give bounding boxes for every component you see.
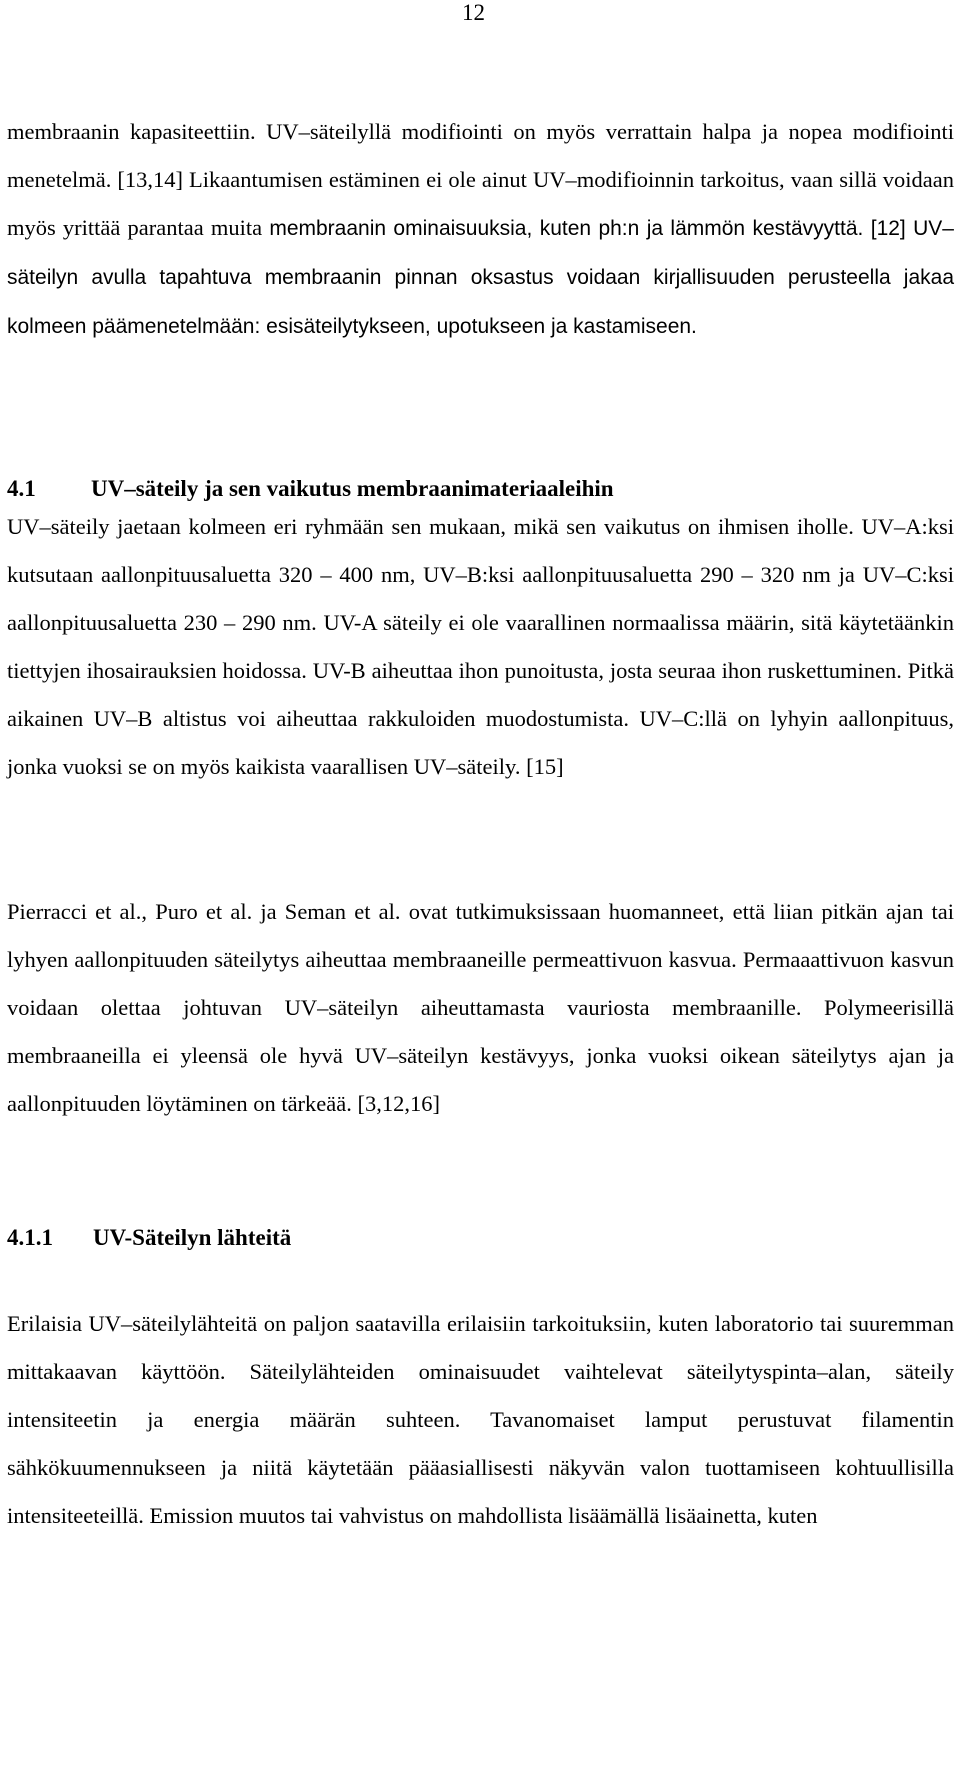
paragraph-research — [7, 888, 954, 1128]
paragraph-uv-types-text: UV–säteily jaetaan kolmeen eri ryhmään sen mukaan, mikä sen vaikutus on ihmisen iholle. UV–A:ksi kutsutaan aallonpituusaluetta 320 – 400 nm, UV–B:ksi aallonpituusaluetta 290 – 320 nm ja UV–C:ksi aallonpituusaluetta 230 – 290 nm. UV-A säteily ei ole vaarallinen normaalissa määrin, sitä käytetäänkin tiettyjen ihosairauksien hoidossa. UV-B aiheuttaa ihon punoitusta, josta seuraa ihon ruskettuminen. Pitkä aikainen UV–B altistus voi aiheuttaa rakkuloiden muodostumista. UV–C:llä on lyhyin aallonpituus, jonka vuoksi se on myös kaikista vaarallisen UV–säteily. [15] — [7, 514, 954, 779]
page-number: 12 — [462, 0, 485, 25]
subsection-number: 4.1.1 — [7, 1225, 53, 1250]
paragraph-intro-serif-text: membraanin kapasiteettiin. UV–säteilyllä modifiointi on myös verrattain halpa ja nopea modifiointi menetelmä. [13,14] Likaantumisen estäminen ei ole ainut UV–modifioinnin tarkoitus, vaan sillä voidaan myös yrittää parantaa muita — [7, 119, 954, 240]
subsection-heading-4-1-1 — [7, 1218, 291, 1258]
section-title: UV–säteily ja sen vaikutus membraanimateriaaleihin — [91, 476, 614, 501]
subsection-title: UV-Säteilyn lähteitä — [93, 1225, 292, 1250]
paragraph-uv-sources — [7, 1300, 954, 1540]
paragraph-uv-types — [7, 503, 954, 791]
paragraph-intro-text — [7, 108, 954, 351]
paragraph-intro — [7, 108, 954, 351]
section-number: 4.1 — [7, 476, 36, 501]
paragraph-uv-sources-text: Erilaisia UV–säteilylähteitä on paljon saatavilla erilaisiin tarkoituksiin, kuten laboratorio tai suuremman mittakaavan käyttöön. Säteilylähteiden ominaisuudet vaihtelevat säteilytyspinta–alan, säteily intensiteetin ja energia määrän suhteen. Tavanomaiset lamput perustuvat filamentin sähkökuumennukseen ja niitä käytetään pääasiallisesti näkyvän valon tuottamiseen kohtuullisilla intensiteeteillä. Emission muutos tai vahvistus on mahdollista lisäämällä lisäainetta, kuten — [7, 1311, 954, 1528]
paragraph-research-text: Pierracci et al., Puro et al. ja Seman et al. ovat tutkimuksissaan huomanneet, että liian pitkän ajan tai lyhyen aallonpituuden säteilytys aiheuttaa membraaneille permeattivuon kasvua. Permaaattivuon kasvun voidaan olettaa johtuvan UV–säteilyn aiheuttamasta vauriosta membraanille. Polymeerisillä membraaneilla ei yleensä ole hyvä UV–säteilyn kestävyys, jonka vuoksi oikean säteilytys ajan ja aallonpituuden löytäminen on tärkeää. [3,12,16] — [7, 899, 954, 1116]
paragraph-intro-sans-text: membraanin ominaisuuksia, kuten ph:n ja lämmön kestävyyttä. [12] UV–säteilyn avulla tapahtuva membraanin pinnan oksastus voidaan kirjallisuuden perusteella jakaa kolmeen päämenetelmään: esisäteilytykseen, upotukseen ja kastamiseen. — [7, 217, 954, 338]
